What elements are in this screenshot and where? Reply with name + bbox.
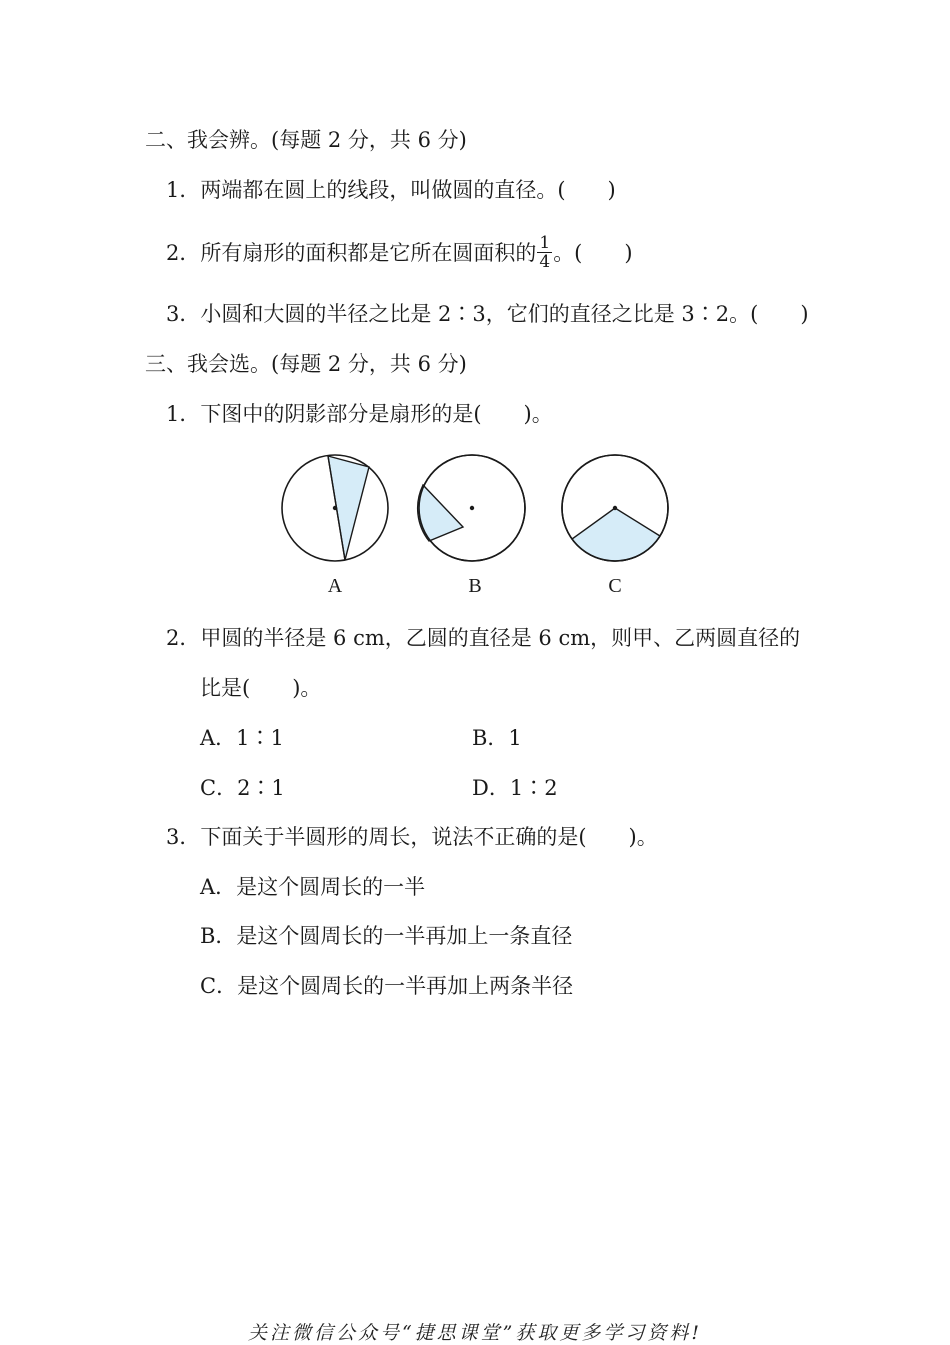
option-3-2-c: C．2∶1 [200, 776, 285, 800]
circle-c [562, 455, 668, 561]
section-3-title: 三、我会选。(每题 2 分，共 6 分) [145, 352, 467, 376]
option-3-3-b: B．是这个圆周长的一半再加上一条直径 [200, 924, 573, 948]
circle-b [418, 455, 525, 561]
footer-note: 关注微信公众号“捷思课堂”获取更多学习资料! [247, 1322, 703, 1344]
question-3-2-line1: 2．甲圆的半径是 6 cm，乙圆的直径是 6 cm，则甲、乙两圆直径的 [166, 626, 801, 650]
question-3-3: 3．下面关于半圆形的周长，说法不正确的是( )。 [166, 825, 658, 849]
center-dot-a [333, 506, 337, 510]
question-2-2-text: 2．所有扇形的面积都是它所在圆面积的 [166, 241, 537, 265]
fraction-one-quarter [537, 234, 552, 271]
question-2-2-paren: 。( ) [553, 241, 633, 265]
option-3-3-a: A．是这个圆周长的一半 [200, 875, 426, 899]
option-3-2-d: D．1∶2 [472, 776, 558, 800]
center-dot-c [613, 506, 617, 510]
fraction-denominator: 4 [539, 252, 551, 272]
option-3-2-b: B．1 [472, 726, 522, 750]
center-dot-b [470, 506, 474, 510]
figure-label-a: A [327, 575, 343, 597]
question-3-2-line2: 比是( )。 [200, 676, 322, 700]
question-3-1: 1．下图中的阴影部分是扇形的是( )。 [166, 402, 553, 426]
figure-label-c: C [608, 575, 622, 597]
option-3-3-c: C．是这个圆周长的一半再加上两条半径 [200, 974, 574, 998]
question-2-3: 3．小圆和大圆的半径之比是 2∶3，它们的直径之比是 3∶2。( ) [166, 302, 809, 326]
option-3-2-a: A．1∶1 [200, 726, 284, 750]
figure-label-b: B [468, 575, 482, 597]
fraction-numerator: 1 [539, 233, 551, 253]
question-2-2 [166, 233, 633, 273]
circle-a [282, 455, 388, 561]
sector-figure [270, 445, 680, 605]
section-2-title: 二、我会辨。(每题 2 分，共 6 分) [145, 128, 467, 152]
question-2-1: 1．两端都在圆上的线段，叫做圆的直径。( ) [166, 178, 616, 202]
sector-circles-svg [270, 445, 680, 575]
